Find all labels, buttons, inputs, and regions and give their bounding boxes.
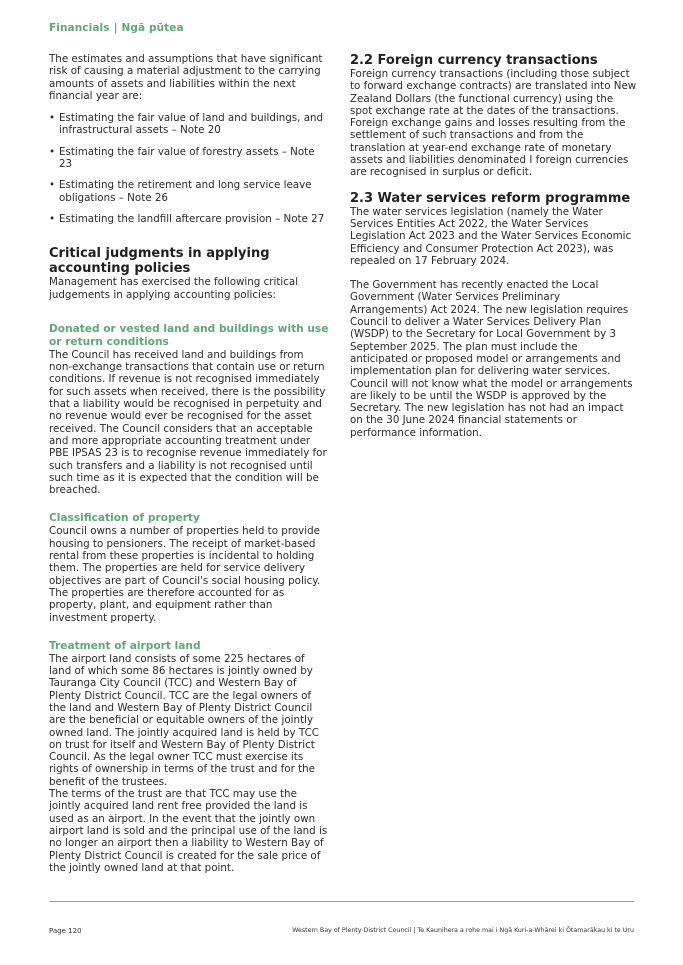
- airport-land-heading: Treatment of airport land: [49, 639, 201, 652]
- critical-judgments-text: Management has exercised the following critical judgements in applying accounting policies:: [49, 276, 299, 301]
- donated-land-text: The Council has received land and buildings from non-exchange transactions that contain use or return conditions. If revenue is not recognised immediately for such assets when received, there is the possibility that a liability would be recognised in perpetuity and no revenue would ever be recognised for the asset received. The Council considers that an acceptable and more appropriate accounting treatment under PBE IPSAS 23 is to recognise revenue immediately for such transfers and a liability is not recognised until such time as it is expected that the condition will be breached.: [49, 348, 327, 497]
- left-column: [49, 53, 329, 874]
- right-column: [350, 53, 638, 439]
- donated-land-heading: Donated or vested land and buildings with use or return conditions: [49, 322, 329, 348]
- critical-judgments-heading: Critical judgments in applying accounting policies: [49, 246, 270, 277]
- foreign-currency-text: Foreign currency transactions (including those subject to forward exchange contracts) are translated into New Zealand Dollars (the functional currency) using the spot exchange rate at the dates of the transactions. Foreign exchange gains and losses resulting from the settlement of such transactions and from the translation at year-end exchange rate of monetary assets and liabilities denominated I foreign currencies are recognised in surplus or deficit.: [350, 68, 637, 179]
- section-title-maori: Ngā pūtea: [121, 22, 184, 34]
- bullet-icon: •: [49, 145, 56, 158]
- list-item: [49, 213, 329, 225]
- list-item: [49, 146, 329, 171]
- water-reform-text-2: The Government has recently enacted the Local Government (Water Services Preliminary Arrangements) Act 2024. The new legislation requires Council to deliver a Water Services Delivery Plan (WSDP) to the Secretary for Local Government by 3 September 2025. The plan must include the anticipated or proposed model or arrangements and implementation plan for delivering water services. Council will not know what the model or arrangements are likely to be until the WSDP is approved by the Secretary. The new legislation has not had an impact on the 30 June 2024 financial statements or performance information.: [350, 279, 633, 439]
- bullet-icon: •: [49, 112, 56, 125]
- classification-heading: Classification of property: [49, 512, 200, 525]
- list-item-text: Estimating the fair value of forestry assets – Note 23: [59, 145, 315, 171]
- water-reform-heading: 2.3 Water services reform programme: [350, 190, 631, 206]
- classification-text: Council owns a number of properties held to provide housing to pensioners. The receipt of market-based rental from these properties is incidental to holding them. The properties are held for service delivery objectives are part of Council's social housing policy. The properties are therefore accounted for as property, plant, and equipment rather than investment property.: [49, 525, 321, 624]
- list-item-text: Estimating the fair value of land and buildings, and infrastructural assets – Note 20: [59, 112, 324, 137]
- footer-organisation: Western Bay of Plenty District Council | Te Kaunihera a rohe mai i Ngā Kuri-a-Whārei ki Ōtamarākau ki te Uru: [292, 927, 634, 934]
- section-title: Financials: [49, 22, 110, 34]
- bullet-icon: •: [49, 212, 56, 225]
- section-header: [49, 22, 184, 34]
- footer-divider: [49, 901, 634, 902]
- airport-land-text-1: The airport land consists of some 225 hectares of land of which some 86 hectares is jointly owned by Tauranga City Council (TCC) and Western Bay of Plenty District Council. TCC are the legal owners of the land and Western Bay of Plenty District Council are the beneficial or equitable owners of the jointly owned land. The jointly acquired land is held by TCC on trust for itself and Western Bay of Plenty District Council. As the legal owner TCC must exercise its rights of ownership in terms of the trust and for the benefit of the trustees.: [49, 652, 319, 788]
- estimates-intro: The estimates and assumptions that have significant risk of causing a material adjustment to the carrying amounts of assets and liabilities within the next financial year are:: [49, 53, 323, 102]
- section-separator: |: [113, 22, 118, 34]
- list-item-text: Estimating the retirement and long service leave obligations – Note 26: [59, 179, 312, 204]
- list-item: [49, 179, 329, 204]
- water-reform-text-1: The water services legislation (namely the Water Services Entities Act 2022, the Water Services Legislation Act 2023 and the Water Services Economic Efficiency and Consumer Protection Act 2023), was repealed on 17 February 2024.: [350, 205, 632, 267]
- list-item-text: Estimating the landfill aftercare provision – Note 27: [59, 212, 325, 225]
- page-number: Page 120: [49, 927, 82, 935]
- list-item: [49, 112, 329, 137]
- estimates-list: [49, 112, 329, 225]
- foreign-currency-heading: 2.2 Foreign currency transactions: [350, 53, 598, 68]
- airport-land-text-2: The terms of the trust are that TCC may use the jointly acquired land rent free provided the land is used as an airport. In the event that the jointly own airport land is sold and the principal use of the land is no longer an airport then a liability to Western Bay of Plenty District Council is created for the sale price of the jointly owned land at that point.: [49, 788, 328, 874]
- bullet-icon: •: [49, 179, 56, 192]
